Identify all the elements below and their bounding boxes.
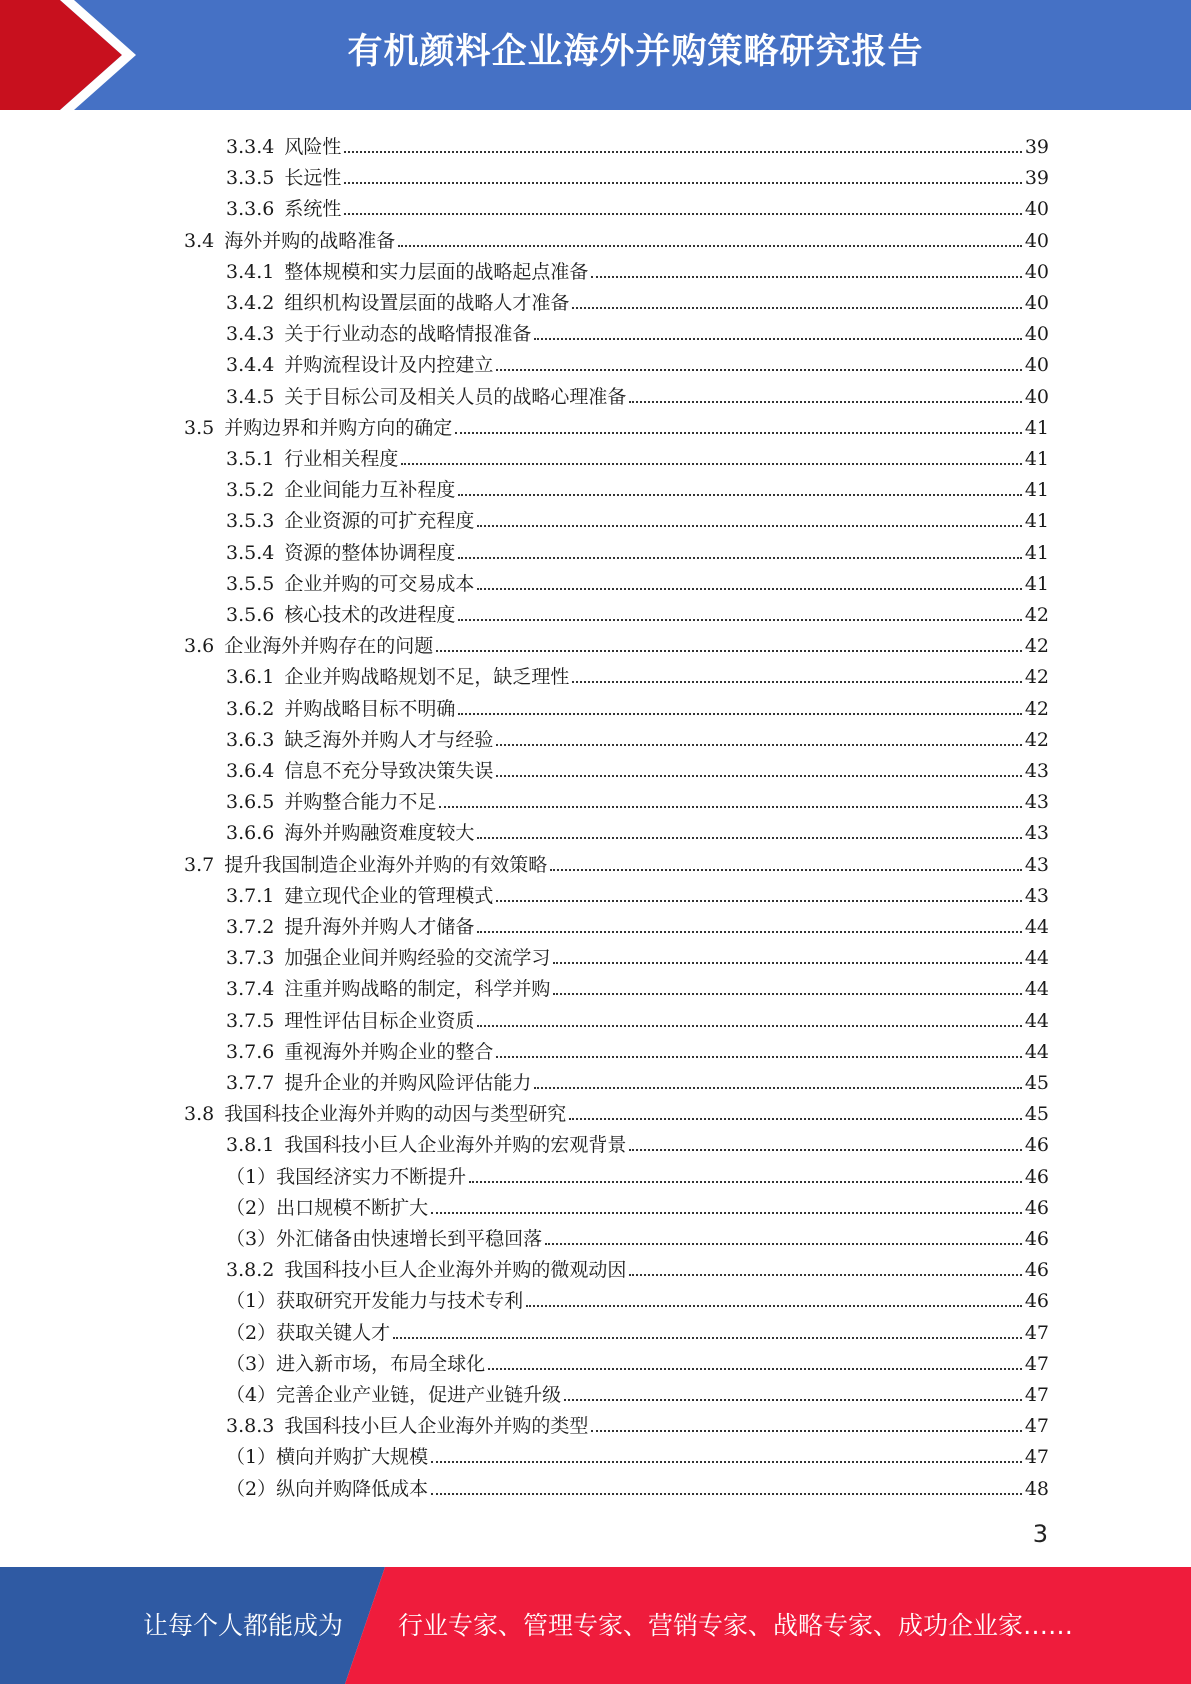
report-title: 有机颜料企业海外并购策略研究报告: [347, 32, 924, 72]
toc-entry-page: 47: [1024, 1446, 1049, 1469]
toc-entry-number: 3.7.3: [226, 947, 275, 970]
toc-entry-number: 3.5: [184, 416, 215, 439]
toc-entry-number: 3.6.6: [226, 822, 275, 845]
toc-entry[interactable]: [226, 1002, 1049, 1033]
toc-entry-text: 提升海外并购人才储备: [284, 916, 475, 938]
toc-entry[interactable]: [226, 440, 1049, 471]
toc-entry-number: 3.8.2: [226, 1259, 275, 1282]
toc-dot-leader: [431, 1212, 1022, 1214]
toc-entry-label: [226, 946, 550, 970]
toc-entry-text: 理性评估目标企业资质: [284, 1009, 475, 1032]
toc-entry-text: 我国科技小巨人企业海外并购的宏观背景: [284, 1134, 627, 1157]
toc-entry-page: 44: [1024, 978, 1049, 1001]
toc-dot-leader: [496, 369, 1021, 371]
toc-entry[interactable]: [226, 721, 1049, 752]
toc-entry-text: （3）外汇储备由快速增长到平稳回落: [226, 1228, 543, 1250]
page-header: [0, 0, 1191, 110]
toc-entry-text: 企业并购的可交易成本: [284, 572, 475, 595]
toc-entry-label: [226, 291, 569, 315]
toc-entry-page: 46: [1024, 1290, 1049, 1313]
toc-entry-page: 43: [1024, 791, 1049, 814]
toc-dot-leader: [431, 1493, 1022, 1495]
toc-dot-leader: [477, 525, 1021, 527]
toc-entry-label: [226, 1227, 542, 1251]
toc-entry-text: 行业相关程度: [284, 448, 399, 470]
toc-entry-page: 40: [1024, 292, 1049, 314]
toc-entry[interactable]: [226, 1438, 1049, 1469]
toc-entry-page: 44: [1024, 947, 1049, 970]
toc-entry[interactable]: [184, 846, 1049, 877]
toc-entry-page: 44: [1024, 1009, 1049, 1032]
toc-entry-number: 3.6.1: [226, 666, 275, 689]
toc-entry-page: 48: [1024, 1477, 1049, 1500]
toc-entry-label: [226, 1352, 485, 1376]
toc-entry[interactable]: [226, 1314, 1049, 1345]
toc-entry-number: 3.4.5: [226, 385, 275, 408]
toc-entry-label: [226, 385, 626, 409]
toc-entry-number: 3.6: [184, 635, 215, 658]
toc-dot-leader: [496, 775, 1021, 777]
toc-entry-text: 建立现代企业的管理模式: [284, 884, 494, 907]
toc-entry-number: 3.8: [184, 1103, 215, 1126]
toc-entry-label: [226, 915, 474, 939]
toc-dot-leader: [344, 151, 1021, 153]
toc-entry-page: 42: [1024, 635, 1049, 658]
toc-entry-page: 47: [1024, 1352, 1049, 1375]
toc-dot-leader: [436, 650, 1022, 652]
toc-entry-label: [226, 1009, 474, 1033]
toc-entry-text: （1）我国经济实力不断提升: [226, 1165, 467, 1188]
footer-slogan-right: 行业专家、管理专家、营销专家、战略专家、成功企业家……: [398, 1611, 1074, 1640]
toc-dot-leader: [488, 1368, 1022, 1370]
toc-entry-number: 3.4.4: [226, 354, 275, 377]
toc-entry-page: 43: [1024, 822, 1049, 845]
toc-entry-text: （2）纵向并购降低成本: [226, 1477, 429, 1500]
toc-dot-leader: [496, 900, 1021, 902]
toc-entry-text: （2）出口规模不断扩大: [226, 1196, 429, 1219]
toc-dot-leader: [458, 619, 1021, 621]
toc-entry[interactable]: [226, 346, 1049, 377]
toc-entry-label: [226, 697, 455, 721]
toc-entry-text: 并购战略目标不明确: [284, 697, 456, 720]
toc-entry[interactable]: [226, 502, 1049, 533]
toc-entry-page: 46: [1024, 1165, 1049, 1188]
toc-entry-text: 缺乏海外并购人才与经验: [284, 728, 494, 751]
toc-entry-number: 3.5.4: [226, 541, 275, 564]
toc-entry[interactable]: [226, 253, 1049, 284]
toc-entry-label: [184, 853, 547, 877]
toc-dot-leader: [458, 494, 1021, 496]
toc-entry-number: 3.7.5: [226, 1009, 275, 1032]
toc-entry-number: 3.8.1: [226, 1134, 275, 1157]
toc-entry[interactable]: [226, 1126, 1049, 1157]
toc-entry[interactable]: [226, 1282, 1049, 1313]
toc-entry-text: 组织机构设置层面的战略人才准备: [284, 292, 570, 314]
toc-entry-text: 整体规模和实力层面的战略起点准备: [284, 260, 589, 283]
toc-entry-label: [226, 353, 493, 377]
toc-entry[interactable]: [226, 284, 1049, 315]
toc-entry-label: [226, 728, 493, 752]
toc-dot-leader: [496, 1056, 1021, 1058]
toc-entry-number: 3.7.6: [226, 1040, 275, 1063]
toc-dot-leader: [564, 1399, 1022, 1401]
toc-entry-page: 42: [1024, 697, 1049, 720]
toc-entry-page: 47: [1024, 1415, 1049, 1438]
toc-entry-text: 海外并购融资难度较大: [284, 822, 475, 845]
toc-entry-text: 并购边界和并购方向的确定: [224, 416, 453, 439]
toc-entry-text: 我国科技企业海外并购的动因与类型研究: [224, 1103, 567, 1126]
toc-entry-number: 3.3.4: [226, 136, 275, 158]
toc-dot-leader: [477, 837, 1021, 839]
toc-entry-text: 资源的整体协调程度: [284, 541, 456, 564]
toc-entry-text: 系统性: [284, 198, 342, 221]
toc-entry-page: 42: [1024, 666, 1049, 689]
toc-entry[interactable]: [226, 970, 1049, 1001]
toc-entry-page: 46: [1024, 1134, 1049, 1157]
header-arrow-decoration: [0, 0, 180, 110]
toc-dot-leader: [393, 1337, 1022, 1339]
toc-entry-page: 41: [1024, 448, 1049, 470]
toc-entry-page: 39: [1024, 136, 1049, 158]
toc-entry-text: （4）完善企业产业链，促进产业链升级: [226, 1384, 562, 1406]
toc-entry-text: 企业资源的可扩充程度: [284, 510, 475, 533]
toc-dot-leader: [550, 869, 1022, 871]
toc-dot-leader: [458, 557, 1021, 559]
toc-entry[interactable]: [226, 658, 1049, 689]
toc-entry-page: 44: [1024, 1040, 1049, 1063]
toc-entry-number: 3.5.1: [226, 448, 275, 470]
toc-dot-leader: [553, 962, 1021, 964]
toc-entry-number: 3.5.5: [226, 572, 275, 595]
toc-entry-label: [226, 1477, 428, 1501]
toc-entry[interactable]: [184, 409, 1049, 440]
toc-entry-number: 3.3.6: [226, 198, 275, 221]
toc-entry-text: （3）进入新市场，布局全球化: [226, 1352, 486, 1375]
toc-entry-page: 39: [1024, 167, 1049, 190]
toc-entry-label: [226, 790, 436, 814]
page-footer: [0, 1567, 1191, 1684]
toc-entry[interactable]: [226, 1251, 1049, 1282]
toc-entry-label: [226, 135, 341, 159]
toc-entry-label: [226, 1165, 466, 1189]
toc-entry-label: [226, 1445, 428, 1469]
toc-dot-leader: [591, 1430, 1021, 1432]
toc-entry-number: 3.6.5: [226, 791, 275, 814]
toc-entry-number: 3.5.3: [226, 510, 275, 533]
toc-dot-leader: [496, 744, 1021, 746]
toc-entry-text: 并购流程设计及内控建立: [284, 354, 494, 377]
toc-entry-page: 46: [1024, 1228, 1049, 1250]
toc-entry-text: 加强企业间并购经验的交流学习: [284, 947, 551, 970]
toc-entry-number: 3.4.1: [226, 260, 275, 283]
toc-entry-label: [226, 1196, 428, 1220]
toc-entry-text: （2）获取关键人才: [226, 1321, 391, 1344]
toc-entry[interactable]: [226, 1158, 1049, 1189]
toc-entry[interactable]: [226, 814, 1049, 845]
toc-entry-number: 3.6.2: [226, 697, 275, 720]
toc-entry[interactable]: [226, 877, 1049, 908]
toc-dot-leader: [545, 1243, 1022, 1245]
toc-entry-page: 40: [1024, 229, 1049, 252]
toc-entry-number: 3.7.7: [226, 1072, 275, 1094]
toc-entry-number: 3.6.4: [226, 760, 275, 782]
toc-entry-label: [226, 665, 569, 689]
toc-entry-text: （1）横向并购扩大规模: [226, 1446, 429, 1469]
toc-dot-leader: [629, 401, 1021, 403]
toc-entry-text: 关于行业动态的战略情报准备: [284, 323, 532, 346]
toc-entry-label: [184, 229, 395, 253]
toc-entry-page: 47: [1024, 1321, 1049, 1344]
toc-dot-leader: [439, 806, 1021, 808]
toc-entry[interactable]: [226, 1407, 1049, 1438]
toc-entry[interactable]: [184, 222, 1049, 253]
toc-entry-text: 风险性: [284, 136, 342, 158]
toc-entry-number: 3.3.5: [226, 167, 275, 190]
toc-entry[interactable]: [226, 128, 1049, 159]
toc-entry-text: 提升我国制造企业海外并购的有效策略: [224, 853, 548, 876]
toc-entry-page: 41: [1024, 572, 1049, 595]
toc-entry-label: [226, 884, 493, 908]
toc-entry-text: 信息不充分导致决策失误: [284, 760, 494, 782]
toc-entry-text: 海外并购的战略准备: [224, 229, 396, 252]
toc-entry-page: 42: [1024, 728, 1049, 751]
toc-dot-leader: [569, 1118, 1022, 1120]
toc-dot-leader: [458, 713, 1021, 715]
toc-entry-page: 43: [1024, 760, 1049, 782]
toc-entry-page: 40: [1024, 354, 1049, 377]
toc-entry-label: [226, 197, 341, 221]
toc-entry-text: （1）获取研究开发能力与技术专利: [226, 1290, 524, 1313]
toc-entry-label: [226, 509, 474, 533]
toc-entry-text: 长远性: [284, 167, 342, 190]
toc-entry[interactable]: [226, 159, 1049, 190]
toc-entry-label: [226, 260, 588, 284]
toc-entry-number: 3.6.3: [226, 728, 275, 751]
toc-dot-leader: [553, 993, 1021, 995]
toc-entry[interactable]: [226, 1470, 1049, 1501]
toc-entry-text: 我国科技小巨人企业海外并购的类型: [284, 1415, 589, 1438]
toc-entry-label: [226, 1040, 493, 1064]
toc-dot-leader: [455, 432, 1022, 434]
toc-dot-leader: [629, 1274, 1021, 1276]
toc-entry[interactable]: [226, 1064, 1049, 1095]
toc-entry-number: 3.4.3: [226, 323, 275, 346]
toc-entry-label: [226, 166, 341, 190]
toc-entry[interactable]: [226, 534, 1049, 565]
toc-entry-number: 3.7.2: [226, 916, 275, 938]
toc-entry-number: 3.5.2: [226, 479, 275, 502]
toc-dot-leader: [572, 307, 1021, 309]
toc-entry-label: [226, 572, 474, 596]
toc-dot-leader: [526, 1305, 1022, 1307]
toc-dot-leader: [401, 463, 1021, 465]
toc-entry-number: 3.7.4: [226, 978, 275, 1001]
toc-entry-page: 40: [1024, 385, 1049, 408]
page-number: 3: [1032, 1520, 1048, 1548]
toc-entry-label: [226, 1414, 588, 1438]
toc-entry[interactable]: [226, 908, 1049, 939]
toc-entry[interactable]: [226, 1189, 1049, 1220]
toc-entry-page: 40: [1024, 323, 1049, 346]
toc-entry-page: 45: [1024, 1103, 1049, 1126]
toc-entry[interactable]: [226, 690, 1049, 721]
toc-entry-label: [184, 1102, 566, 1126]
toc-dot-leader: [469, 1181, 1022, 1183]
toc-entry-text: 我国科技小巨人企业海外并购的微观动因: [284, 1259, 627, 1282]
toc-dot-leader: [477, 931, 1021, 933]
toc-entry-text: 关于目标公司及相关人员的战略心理准备: [284, 385, 627, 408]
toc-entry-page: 45: [1024, 1072, 1049, 1094]
toc-entry-number: 3.8.3: [226, 1415, 275, 1438]
toc-entry-text: 并购整合能力不足: [284, 791, 437, 814]
toc-entry-text: 重视海外并购企业的整合: [284, 1040, 494, 1063]
toc-entry-number: 3.4: [184, 229, 215, 252]
toc-entry[interactable]: [226, 1220, 1049, 1251]
toc-entry-label: [226, 759, 493, 783]
toc-entry-label: [226, 821, 474, 845]
toc-entry-text: 提升企业的并购风险评估能力: [284, 1072, 532, 1094]
toc-dot-leader: [572, 681, 1021, 683]
toc-dot-leader: [534, 1087, 1021, 1089]
toc-entry-page: 41: [1024, 541, 1049, 564]
toc-entry-page: 41: [1024, 510, 1049, 533]
toc-dot-leader: [344, 213, 1021, 215]
toc-entry-text: 企业海外并购存在的问题: [224, 635, 434, 658]
toc-entry-number: 3.7: [184, 853, 215, 876]
toc-dot-leader: [629, 1149, 1021, 1151]
toc-entry-page: 43: [1024, 853, 1049, 876]
toc-entry-number: 3.4.2: [226, 292, 275, 314]
toc-entry[interactable]: [226, 1033, 1049, 1064]
toc-dot-leader: [477, 1025, 1021, 1027]
toc-entry[interactable]: [226, 378, 1049, 409]
toc-entry[interactable]: [226, 596, 1049, 627]
toc-entry-label: [226, 1289, 523, 1313]
toc-entry-label: [226, 603, 455, 627]
toc-entry[interactable]: [226, 939, 1049, 970]
toc-entry-page: 40: [1024, 260, 1049, 283]
toc-entry-text: 注重并购战略的制定，科学并购: [284, 978, 551, 1001]
toc-entry[interactable]: [226, 752, 1049, 783]
toc-entry-label: [226, 1071, 531, 1095]
toc-entry[interactable]: [226, 315, 1049, 346]
toc-dot-leader: [591, 276, 1021, 278]
toc-entry-label: [226, 1383, 561, 1407]
toc-dot-leader: [477, 588, 1021, 590]
toc-entry-page: 41: [1024, 479, 1049, 502]
toc-entry-text: 核心技术的改进程度: [284, 604, 456, 626]
footer-slogan-left: 让每个人都能成为: [143, 1611, 344, 1640]
toc-entry-text: 企业间能力互补程度: [284, 479, 456, 502]
toc-entry[interactable]: [226, 565, 1049, 596]
toc-dot-leader: [398, 245, 1022, 247]
toc-entry-page: 46: [1024, 1196, 1049, 1219]
toc-entry[interactable]: [226, 1376, 1049, 1407]
toc-entry[interactable]: [226, 190, 1049, 221]
toc-entry-text: 企业并购战略规划不足，缺乏理性: [284, 666, 570, 689]
toc-dot-leader: [431, 1461, 1022, 1463]
toc-entry-page: 47: [1024, 1384, 1049, 1406]
toc-entry-label: [226, 1258, 626, 1282]
toc-dot-leader: [534, 338, 1021, 340]
toc-entry[interactable]: [184, 1095, 1049, 1126]
toc-entry-page: 46: [1024, 1259, 1049, 1282]
toc-entry-label: [226, 322, 531, 346]
toc-dot-leader: [344, 182, 1021, 184]
toc-entry-number: 3.7.1: [226, 884, 275, 907]
toc-entry[interactable]: [226, 471, 1049, 502]
toc-entry-page: 44: [1024, 916, 1049, 938]
toc-entry[interactable]: [184, 627, 1049, 658]
toc-entry[interactable]: [226, 783, 1049, 814]
toc-entry-label: [226, 447, 398, 471]
toc-entry-label: [226, 541, 455, 565]
toc-entry-label: [184, 634, 433, 658]
toc-entry-label: [226, 1321, 390, 1345]
toc-entry-label: [226, 1133, 626, 1157]
toc-entry-label: [226, 478, 455, 502]
toc-entry-number: 3.5.6: [226, 604, 275, 626]
toc-entry-page: 40: [1024, 198, 1049, 221]
toc-entry[interactable]: [226, 1345, 1049, 1376]
toc-entry-label: [226, 977, 550, 1001]
toc-entry-page: 42: [1024, 604, 1049, 626]
toc-entry-label: [184, 416, 452, 440]
toc-entry-page: 43: [1024, 884, 1049, 907]
toc-entry-page: 41: [1024, 416, 1049, 439]
